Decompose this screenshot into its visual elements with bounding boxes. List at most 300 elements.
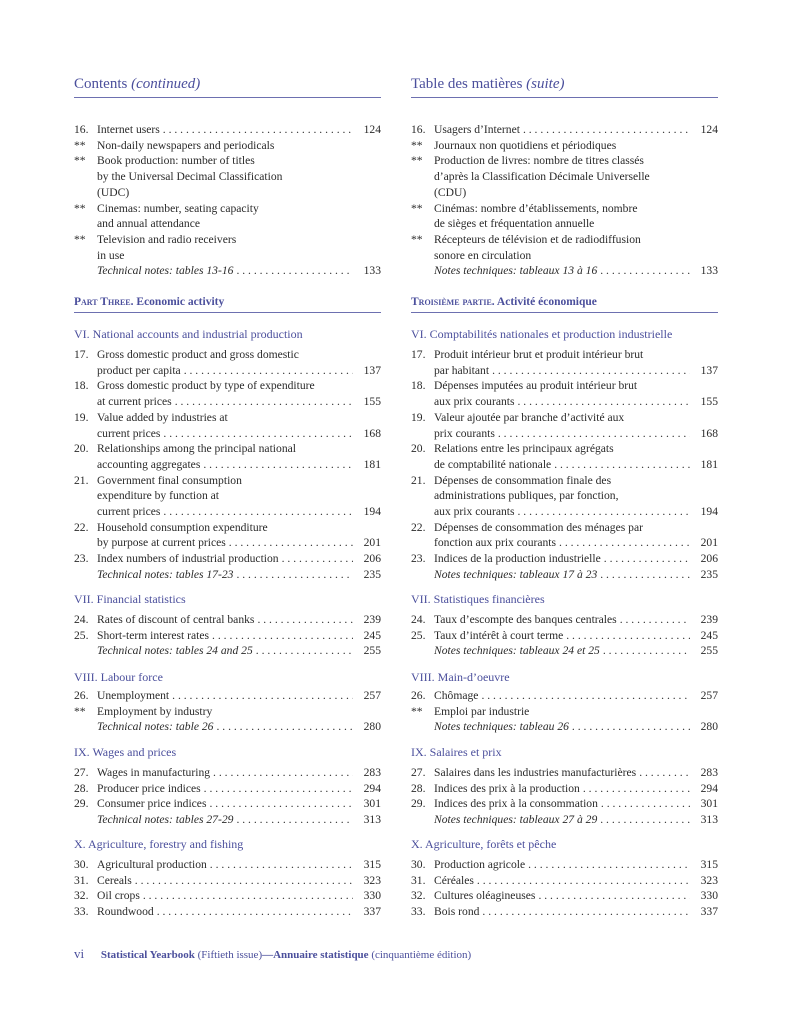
toc-entry[interactable] <box>411 410 718 426</box>
entry-number: 30. <box>411 858 426 871</box>
entry-text-wrap <box>97 185 353 201</box>
section-entries-list <box>74 612 381 659</box>
toc-entry[interactable] <box>74 394 381 410</box>
dot-leader <box>600 643 690 659</box>
entry-text-wrap <box>434 347 690 363</box>
footer-issue-fr: (cinquantième édition) <box>371 949 472 961</box>
entry-page-number: 280 <box>363 720 381 734</box>
technical-notes-entry[interactable] <box>74 719 381 735</box>
entry-number: 31. <box>411 873 426 887</box>
entry-number <box>74 169 97 185</box>
entry-page-number: 294 <box>363 781 381 795</box>
entry-page-number <box>353 153 381 169</box>
top-entries-list <box>74 122 381 279</box>
entry-page-number <box>353 441 381 457</box>
entry-page-number: 168 <box>700 426 718 440</box>
contents-column-en <box>74 74 381 919</box>
entry-number <box>74 504 97 520</box>
dot-leader <box>233 812 353 828</box>
entry-title: Notes techniques: tableaux 13 à 16 <box>434 264 598 278</box>
entry-number: 18. <box>411 379 426 393</box>
dot-leader <box>617 612 690 628</box>
technical-notes-entry[interactable] <box>411 812 718 828</box>
entry-page-number <box>690 488 718 504</box>
toc-entry[interactable] <box>411 347 718 363</box>
dot-leader <box>206 796 353 812</box>
entry-page-number: 315 <box>700 858 718 871</box>
toc-entry[interactable] <box>411 504 718 520</box>
entry-number: 27. <box>411 766 426 779</box>
entry-number: 26. <box>411 689 426 702</box>
entry-text-wrap <box>97 504 353 520</box>
entry-page-number: 337 <box>700 905 718 919</box>
entry-title: Gross domestic product and gross domestic <box>97 348 299 361</box>
section-entries-list <box>74 688 381 735</box>
technical-notes-entry[interactable] <box>411 643 718 659</box>
dot-leader <box>478 688 690 704</box>
dot-leader <box>597 263 690 279</box>
entry-text-wrap <box>97 488 353 504</box>
toc-entry[interactable] <box>74 888 381 904</box>
entry-number: 20. <box>411 442 426 456</box>
title-rule <box>74 97 381 98</box>
entry-number: 19. <box>411 410 426 424</box>
entry-number: 25. <box>411 628 426 642</box>
toc-entry[interactable] <box>74 857 381 873</box>
entry-number: 23. <box>74 552 89 566</box>
entry-page-number <box>690 410 718 426</box>
entry-title: Journaux non quotidiens et périodiques <box>434 138 617 152</box>
toc-entry[interactable] <box>74 904 381 920</box>
toc-entry[interactable] <box>411 426 718 442</box>
entry-page-number: 245 <box>363 628 381 642</box>
entry-text-wrap <box>97 457 353 473</box>
toc-entry[interactable] <box>74 781 381 797</box>
part-heading <box>74 296 381 313</box>
entry-number <box>74 535 97 551</box>
entry-number: 17. <box>411 348 426 361</box>
entry-text-wrap <box>97 628 353 644</box>
entry-number <box>411 169 434 185</box>
toc-entry[interactable] <box>411 153 718 169</box>
entry-page-number <box>690 201 718 217</box>
entry-text-wrap <box>434 873 690 889</box>
entry-title: aux prix courants <box>434 505 515 519</box>
toc-entry[interactable] <box>411 248 718 264</box>
dot-leader <box>169 688 353 704</box>
toc-entry[interactable] <box>74 488 381 504</box>
toc-entry[interactable] <box>411 216 718 232</box>
toc-entry[interactable] <box>74 457 381 473</box>
entry-title: Technical notes: tables 27-29 <box>97 813 234 827</box>
entry-title: Valeur ajoutée par branche d’activité aux <box>434 410 625 424</box>
entry-page-number <box>690 248 718 264</box>
toc-entry[interactable] <box>74 873 381 889</box>
toc-entry[interactable] <box>411 394 718 410</box>
entry-text-wrap <box>434 857 690 873</box>
entry-text-wrap <box>434 232 690 248</box>
toc-entry[interactable] <box>411 888 718 904</box>
dot-leader <box>495 426 690 442</box>
toc-entry[interactable] <box>411 904 718 920</box>
entry-page-number <box>690 704 718 720</box>
toc-entry[interactable] <box>411 520 718 536</box>
entry-page-number: 337 <box>363 905 381 919</box>
entry-text-wrap <box>97 248 353 264</box>
entry-number <box>411 535 434 551</box>
entry-title: Cereals <box>97 873 132 887</box>
toc-entry[interactable] <box>74 473 381 489</box>
entry-page-number: 330 <box>363 889 381 903</box>
entry-text-wrap <box>97 612 353 628</box>
entry-text-wrap <box>97 122 353 138</box>
entry-text-wrap <box>434 612 690 628</box>
toc-entry[interactable] <box>74 363 381 379</box>
contents-title-suffix: (continued) <box>131 76 201 92</box>
entry-text-wrap <box>434 473 690 489</box>
toc-entry[interactable] <box>411 551 718 567</box>
dot-leader <box>160 426 353 442</box>
toc-entry[interactable] <box>411 232 718 248</box>
entry-title: Dépenses de consommation des ménages par <box>434 520 643 534</box>
section-entries-list <box>411 765 718 828</box>
section-heading: VIII. Main-d’oeuvre <box>411 670 510 684</box>
entry-title: Cinemas: number, seating capacity <box>97 201 259 215</box>
entry-text-wrap <box>97 138 353 154</box>
section-heading: VI. National accounts and industrial production <box>74 327 303 341</box>
entry-title: expenditure by function at <box>97 489 220 503</box>
toc-entry[interactable] <box>411 378 718 394</box>
entry-number <box>74 488 97 504</box>
toc-entry[interactable] <box>411 441 718 457</box>
contents-title-text: Table des matières <box>411 76 523 92</box>
section-heading: VII. Statistiques financières <box>411 592 545 606</box>
toc-entry[interactable] <box>74 704 381 720</box>
toc-entry[interactable] <box>411 122 718 138</box>
entry-title: current prices <box>97 505 161 519</box>
entry-page-number <box>690 473 718 489</box>
toc-entry[interactable] <box>74 535 381 551</box>
toc-entry[interactable] <box>74 551 381 567</box>
entry-title: Relations entre les principaux agrégats <box>434 442 614 456</box>
toc-entry[interactable] <box>74 410 381 426</box>
entry-page-number: 155 <box>363 395 381 409</box>
entry-number: 17. <box>74 348 89 361</box>
footer-issue-en: (Fiftieth issue) <box>197 949 263 961</box>
entry-text-wrap <box>434 628 690 644</box>
part-title: Economic activity <box>136 296 225 308</box>
technical-notes-entry[interactable] <box>74 263 381 279</box>
toc-entry[interactable] <box>74 248 381 264</box>
entry-text-wrap <box>434 781 690 797</box>
part-label: Part Three. <box>74 296 134 308</box>
entry-title: Gross domestic product by type of expenditure <box>97 379 315 393</box>
toc-entry[interactable] <box>74 201 381 217</box>
section-entries-list <box>411 857 718 920</box>
entry-text-wrap <box>434 263 690 279</box>
entry-number <box>411 185 434 201</box>
toc-entry[interactable] <box>411 138 718 154</box>
entry-number <box>74 719 97 735</box>
toc-entry[interactable] <box>74 688 381 704</box>
entry-title: Indices de la production industrielle <box>434 552 601 566</box>
toc-entry[interactable] <box>411 857 718 873</box>
entry-page-number <box>353 704 381 720</box>
entry-number <box>411 263 434 279</box>
dot-leader <box>233 263 353 279</box>
toc-entry[interactable] <box>411 612 718 628</box>
entry-text-wrap <box>97 688 353 704</box>
entry-title: Salaires dans les industries manufacturières <box>434 766 637 779</box>
entry-title: Technical notes: tables 24 and 25 <box>97 644 253 658</box>
entry-text-wrap <box>97 765 353 781</box>
entry-number: 33. <box>411 905 426 919</box>
technical-notes-entry[interactable] <box>411 567 718 583</box>
toc-entry[interactable] <box>411 873 718 889</box>
toc-entry[interactable] <box>74 796 381 812</box>
toc-entry[interactable] <box>411 535 718 551</box>
entry-number <box>411 394 434 410</box>
entry-title: Roundwood <box>97 905 154 919</box>
toc-entry[interactable] <box>74 138 381 154</box>
entry-text-wrap <box>97 796 353 812</box>
entry-title: by the Universal Decimal Classification <box>97 170 283 184</box>
entry-text-wrap <box>434 719 690 735</box>
dot-leader <box>580 781 690 797</box>
entry-page-number: 206 <box>363 552 381 566</box>
part-rule <box>411 312 718 313</box>
section-heading: IX. Wages and prices <box>74 745 177 759</box>
contents-title <box>411 74 718 94</box>
entry-page-number <box>353 185 381 201</box>
toc-entry[interactable] <box>411 457 718 473</box>
entry-title: by purpose at current prices <box>97 536 226 550</box>
entry-page-number: 194 <box>363 505 381 519</box>
entry-text-wrap <box>434 535 690 551</box>
entry-title: (CDU) <box>434 185 467 199</box>
dot-leader <box>479 904 690 920</box>
entry-title: Taux d’intérêt à court terme <box>434 628 564 642</box>
entry-number: 22. <box>74 520 89 534</box>
entry-text-wrap <box>97 520 353 536</box>
entry-number: 28. <box>411 781 426 795</box>
entry-title: and annual attendance <box>97 217 201 231</box>
entry-text-wrap <box>97 535 353 551</box>
dot-leader <box>160 122 353 138</box>
entry-page-number: 283 <box>700 766 718 779</box>
entry-text-wrap <box>97 263 353 279</box>
entry-text-wrap <box>97 201 353 217</box>
toc-entry[interactable] <box>74 216 381 232</box>
toc-entry[interactable] <box>74 347 381 363</box>
entry-page-number <box>353 169 381 185</box>
entry-number: 32. <box>411 889 426 903</box>
technical-notes-entry[interactable] <box>411 263 718 279</box>
entry-title: prix courants <box>434 426 495 440</box>
entry-page-number <box>690 153 718 169</box>
entry-text-wrap <box>97 216 353 232</box>
entry-title: Technical notes: tables 13-16 <box>97 264 234 278</box>
toc-entry[interactable] <box>74 169 381 185</box>
entry-title: Cultures oléagineuses <box>434 889 536 903</box>
entry-number: ** <box>74 704 86 718</box>
entry-number: ** <box>411 138 423 152</box>
dot-leader <box>520 122 690 138</box>
entry-number: 23. <box>411 552 426 566</box>
entry-text-wrap <box>434 457 690 473</box>
dot-leader <box>474 873 690 889</box>
entry-title: product per capita <box>97 363 181 377</box>
entry-title: aux prix courants <box>434 395 515 409</box>
toc-entry[interactable] <box>411 796 718 812</box>
entry-page-number: 155 <box>700 395 718 409</box>
toc-entry[interactable] <box>74 441 381 457</box>
dot-leader <box>213 719 353 735</box>
toc-entry[interactable] <box>411 169 718 185</box>
toc-entry[interactable] <box>74 153 381 169</box>
entry-page-number: 168 <box>363 426 381 440</box>
entry-text-wrap <box>434 643 690 659</box>
contents-column-fr <box>411 74 718 919</box>
entry-number <box>74 363 97 379</box>
toc-entry[interactable] <box>74 122 381 138</box>
entry-number <box>74 263 97 279</box>
entry-page-number: 255 <box>363 644 381 658</box>
entry-number: ** <box>74 154 86 168</box>
toc-entry[interactable] <box>411 704 718 720</box>
toc-entry[interactable] <box>74 504 381 520</box>
dot-leader <box>598 796 690 812</box>
entry-text-wrap <box>97 904 353 920</box>
dot-leader <box>207 857 353 873</box>
entry-number: 22. <box>411 520 426 534</box>
technical-notes-entry[interactable] <box>74 567 381 583</box>
entry-text-wrap <box>434 378 690 394</box>
entry-text-wrap <box>434 765 690 781</box>
part-heading <box>411 296 718 313</box>
entry-title: Technical notes: table 26 <box>97 720 214 734</box>
entry-text-wrap <box>97 378 353 394</box>
entry-title: Notes techniques: tableaux 27 à 29 <box>434 813 598 827</box>
entry-title: Non-daily newspapers and periodicals <box>97 138 275 152</box>
entry-title: Céréales <box>434 873 474 887</box>
entry-text-wrap <box>434 441 690 457</box>
toc-entry[interactable] <box>411 185 718 201</box>
entry-text-wrap <box>434 812 690 828</box>
footer-separator: — <box>262 949 274 961</box>
toc-entry[interactable] <box>411 473 718 489</box>
entry-number: ** <box>411 232 423 246</box>
section-heading: IX. Salaires et prix <box>411 745 502 759</box>
entry-text-wrap <box>97 394 353 410</box>
toc-entry[interactable] <box>74 426 381 442</box>
dot-leader <box>279 551 353 567</box>
technical-notes-entry[interactable] <box>74 812 381 828</box>
entry-number <box>411 488 434 504</box>
entry-number <box>411 248 434 264</box>
entry-title: Relationships among the principal national <box>97 442 296 456</box>
entry-page-number: 280 <box>700 720 718 734</box>
entry-title: Dépenses imputées au produit intérieur brut <box>434 379 638 393</box>
entry-title: sonore en circulation <box>434 248 532 262</box>
toc-entry[interactable] <box>411 628 718 644</box>
entry-title: de comptabilité nationale <box>434 457 552 471</box>
entry-page-number: 201 <box>700 536 718 550</box>
entry-title: Household consumption expenditure <box>97 520 268 534</box>
entry-page-number <box>690 347 718 363</box>
entry-title: accounting aggregates <box>97 457 201 471</box>
entry-text-wrap <box>434 185 690 201</box>
entry-number: 24. <box>411 613 426 626</box>
entry-page-number: 181 <box>363 457 381 471</box>
entry-page-number <box>353 520 381 536</box>
entry-text-wrap <box>434 153 690 169</box>
entry-page-number <box>353 232 381 248</box>
entry-text-wrap <box>97 232 353 248</box>
entry-number: 21. <box>74 473 89 487</box>
dot-leader <box>201 781 353 797</box>
toc-entry[interactable] <box>411 488 718 504</box>
toc-entry[interactable] <box>74 612 381 628</box>
entry-page-number <box>690 441 718 457</box>
toc-entry[interactable] <box>74 520 381 536</box>
toc-entry[interactable] <box>74 378 381 394</box>
entry-text-wrap <box>97 551 353 567</box>
toc-entry[interactable] <box>74 765 381 781</box>
entry-page-number: 239 <box>700 613 718 626</box>
entry-text-wrap <box>434 138 690 154</box>
dot-leader <box>489 363 690 379</box>
entry-title: Cinémas: nombre d’établissements, nombre <box>434 201 638 215</box>
dot-leader <box>597 812 690 828</box>
entry-number <box>74 457 97 473</box>
technical-notes-entry[interactable] <box>74 643 381 659</box>
entry-title: Bois rond <box>434 905 480 919</box>
entry-number: 16. <box>74 123 89 136</box>
entry-page-number <box>690 216 718 232</box>
toc-entry[interactable] <box>74 628 381 644</box>
entry-page-number <box>353 488 381 504</box>
entry-title: Unemployment <box>97 689 170 702</box>
entry-title: Producer price indices <box>97 781 201 795</box>
dot-leader <box>154 904 353 920</box>
technical-notes-entry[interactable] <box>411 719 718 735</box>
contents-title <box>74 74 381 94</box>
dot-leader <box>515 394 691 410</box>
entry-number: 16. <box>411 123 426 136</box>
toc-entry[interactable] <box>411 781 718 797</box>
toc-entry[interactable] <box>411 688 718 704</box>
toc-entry[interactable] <box>74 232 381 248</box>
entry-page-number <box>353 216 381 232</box>
toc-entry[interactable] <box>411 765 718 781</box>
entry-page-number: 301 <box>700 797 718 811</box>
entry-title: Consumer price indices <box>97 797 207 811</box>
toc-entry[interactable] <box>411 201 718 217</box>
entry-page-number: 294 <box>700 781 718 795</box>
entry-page-number <box>690 232 718 248</box>
toc-entry[interactable] <box>411 363 718 379</box>
entry-number <box>411 812 434 828</box>
entry-page-number: 133 <box>700 264 718 278</box>
entry-text-wrap <box>97 781 353 797</box>
section-entries-list <box>74 347 381 583</box>
toc-entry[interactable] <box>74 185 381 201</box>
entry-text-wrap <box>434 122 690 138</box>
entry-text-wrap <box>434 704 690 720</box>
entry-number: ** <box>74 201 86 215</box>
entry-text-wrap <box>97 719 353 735</box>
